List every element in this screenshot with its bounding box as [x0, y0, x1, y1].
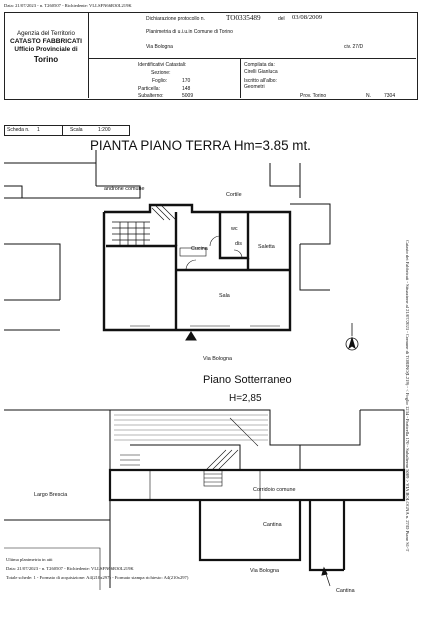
- office-line1: Agenzia del Territorio: [16, 30, 75, 37]
- street-via-bologna-ground: Via Bologna: [203, 356, 232, 362]
- compiled-albo: Geometri: [244, 84, 265, 90]
- footer-ultima: Ultima planimetria in atti: [6, 557, 53, 562]
- compiled-iscritto: Iscritto all'albo:: [244, 78, 277, 84]
- room-cucina: Cucina: [191, 246, 208, 252]
- planimetria-text: Planimetria di u.i.u.in Comune di Torino: [146, 29, 233, 35]
- room-wc: wc: [231, 226, 238, 232]
- side-vertical-text: Catasto dei Fabbricati - Situazione al 21/07/2023 - Comune di TORINO(L219) - < Foglio 1234 - Particella 170 - Subalterno 5009 > VIA BOLOGNA n. 27/D Piano S1-T: [405, 240, 410, 552]
- declaration-del: del: [278, 16, 285, 22]
- footer-line2: Totale schede: 1 - Formato di acquisizione: A4(210x297) - Formato stampa richiesto: A4(210x297): [6, 575, 189, 580]
- foglio-label: Foglio:: [152, 78, 168, 84]
- compiled-title: Compilata da:: [244, 62, 275, 68]
- foglio-value: 170: [182, 78, 191, 84]
- room-cortile: Cortile: [226, 192, 242, 198]
- office-line4: Torino: [33, 55, 59, 64]
- scala-label: Scala: [70, 127, 83, 133]
- room-largo-brescia: Largo Brescia: [34, 492, 68, 498]
- office-line2: CATASTO FABBRICATI: [9, 38, 83, 45]
- identifiers-title: Identificativi Catastali:: [138, 62, 187, 68]
- top-meta-line: Data: 21/07/2023 - n. T260507 - Richiedente: VLLSFN66R30L219K: [4, 3, 132, 8]
- particella-label: Particella:: [138, 86, 160, 92]
- address-text: Via Bologna: [146, 44, 173, 50]
- particella-value: 148: [182, 86, 191, 92]
- room-sala: Sala: [219, 293, 230, 299]
- street-via-bologna-basement: Via Bologna: [250, 568, 279, 574]
- room-saletta: Saletta: [258, 244, 275, 250]
- declaration-date: 03/08/2009: [292, 14, 323, 21]
- basement-title: Piano Sotterraneo: [203, 374, 292, 386]
- scheda-value: 1: [37, 127, 40, 133]
- room-androne: androne comune: [104, 186, 145, 192]
- compiled-name: Cirelli Gianluca: [244, 69, 278, 75]
- declaration-label: Dichiarazione protocollo n.: [146, 16, 205, 22]
- subalterno-label: Subalterno:: [138, 93, 164, 99]
- ground-floor-title: PIANTA PIANO TERRA Hm=3.85 mt.: [90, 138, 311, 153]
- room-dis: dis: [235, 241, 242, 247]
- civ-text: civ. 27/D: [344, 44, 364, 50]
- footer-line1: Data: 21/07/2023 - n. T260507 - Richiedente: VLLSFN66R30L219K: [6, 566, 134, 571]
- compiled-n-label: N.: [366, 93, 371, 99]
- subalterno-value: 5009: [182, 93, 194, 99]
- compiled-n-value: 7304: [384, 93, 396, 99]
- sezione-label: Sezione:: [151, 70, 171, 76]
- room-cantina-2: Cantina: [336, 588, 355, 594]
- scheda-label: Scheda n.: [7, 127, 30, 133]
- scala-value: 1:200: [98, 127, 111, 133]
- office-line3: Ufficio Provinciale di: [14, 46, 78, 53]
- declaration-protocol: TO0335489: [226, 14, 261, 22]
- basement-height: H=2,85: [229, 393, 262, 404]
- room-corridoio: Corridoio comune: [253, 487, 296, 493]
- room-cantina-1: Cantina: [263, 522, 282, 528]
- compiled-prov: Prov. Torino: [300, 93, 327, 99]
